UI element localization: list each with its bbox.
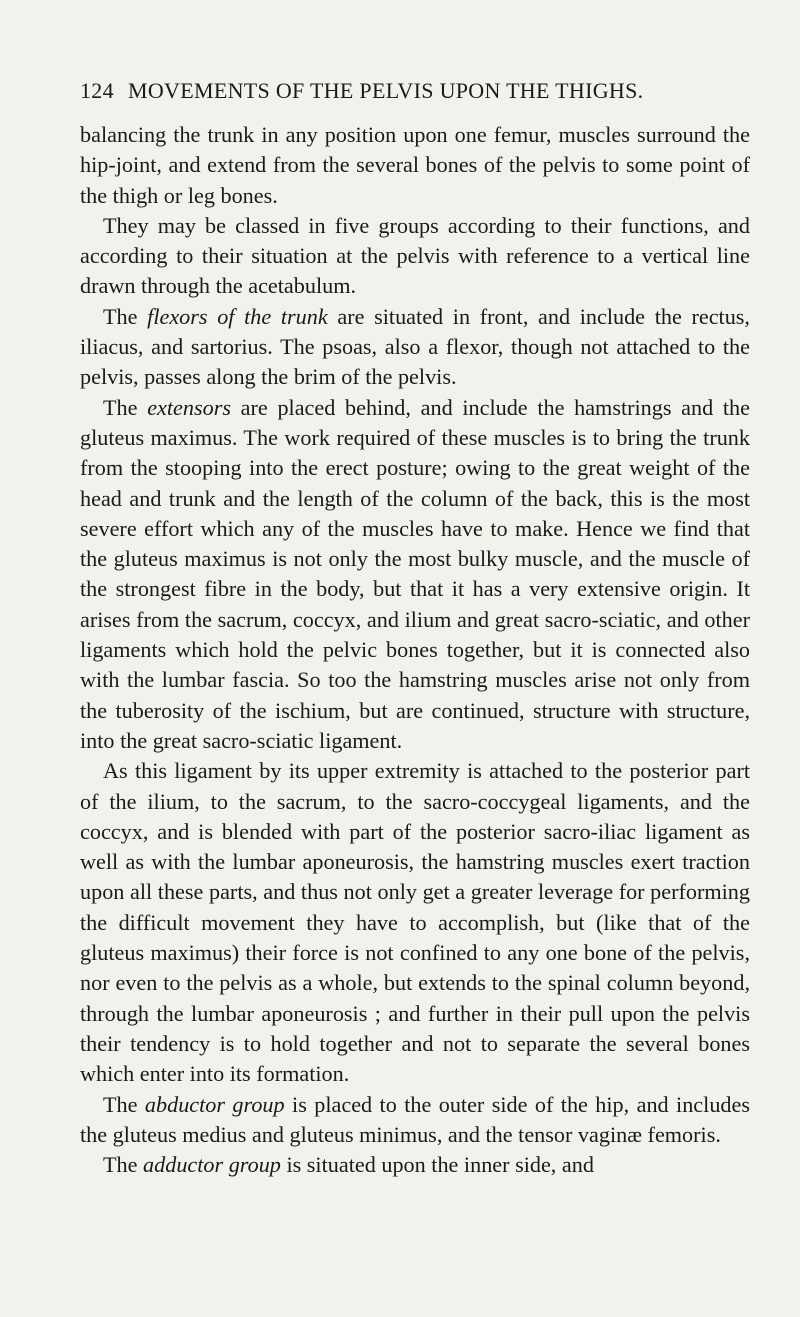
paragraph — [80, 393, 750, 757]
paragraph — [80, 1090, 750, 1151]
term-extensors: extensors — [147, 394, 231, 420]
page-header — [80, 78, 750, 104]
body-text — [80, 120, 750, 1180]
page-number: 124 — [80, 78, 114, 103]
paragraph — [80, 211, 750, 302]
paragraph-lead: The — [103, 1152, 144, 1178]
paragraph — [80, 120, 750, 211]
term-adductor-group: adductor group — [143, 1152, 281, 1178]
paragraph — [80, 756, 750, 1089]
paragraph-lead: The — [103, 303, 148, 329]
paragraph-text: is placed to the outer side of the hip, and includes the gluteus medius and gluteus minimus, and the tensor vaginæ femoris. — [80, 1091, 750, 1147]
term-abductor-group: abductor group — [144, 1091, 285, 1117]
paragraph — [80, 1150, 750, 1180]
paragraph-lead: The — [103, 1091, 145, 1117]
paragraph-text: are placed behind, and include the hamstrings and the gluteus maximus. The work required of these muscles is to bring the trunk from the stooping into the erect posture; owing to the great weight of the head and trunk and the length of the column of the back, this is the most severe effort which any of the muscles have to make. Hence we find that the gluteus maximus is not only the most bulky muscle, and the muscle of the strongest fibre in the body, but that it has a very extensive origin. It arises from the sacrum, coccyx, and ilium and great sacro-sciatic, and other ligaments which hold the pelvic bones together, but it is connected also with the lumbar fascia. So too the hamstring muscles arise not only from the tuberosity of the ischium, but are continued, structure with structure, into the great sacro-sciatic ligament. — [80, 394, 750, 753]
paragraph-text: As this ligament by its upper extremity is attached to the posterior part of the ilium, to the sacrum, to the sacro-coccygeal ligaments, and the coccyx, and is blended with part of the posterior sacro-iliac ligament as well as with the lumbar aponeurosis, the hamstring muscles exert traction upon all these parts, and thus not only get a greater leverage for performing the difficult movement they have to accomplish, but (like that of the gluteus maximus) their force is not confined to any one bone of the pelvis, nor even to the pelvis as a whole, but extends to the spinal column beyond, through the lumbar aponeurosis ; and further in their pull upon the pelvis their tendency is to hold together and not to separate the several bones which enter into its formation. — [80, 758, 750, 1087]
paragraph-lead: The — [103, 394, 148, 420]
paragraph-text: balancing the trunk in any position upon one femur, muscles surround the hip-joint, and extend from the several bones of the pelvis to some point of the thigh or leg bones. — [80, 122, 750, 208]
paragraph-text: They may be classed in five groups according to their functions, and according to their situation at the pelvis with reference to a vertical line drawn through the acetabulum. — [80, 212, 750, 299]
term-flexors: flexors of the trunk — [147, 303, 328, 329]
paragraph-text: are situated in front, and include the rectus, iliacus, and sartorius. The psoas, also a flexor, though not attached to the pelvis, passes along the brim of the pelvis. — [80, 303, 750, 390]
paragraph-text: is situated upon the inner side, and — [280, 1152, 594, 1178]
paragraph — [80, 302, 750, 393]
running-title: MOVEMENTS OF THE PELVIS UPON THE THIGHS. — [128, 78, 644, 103]
